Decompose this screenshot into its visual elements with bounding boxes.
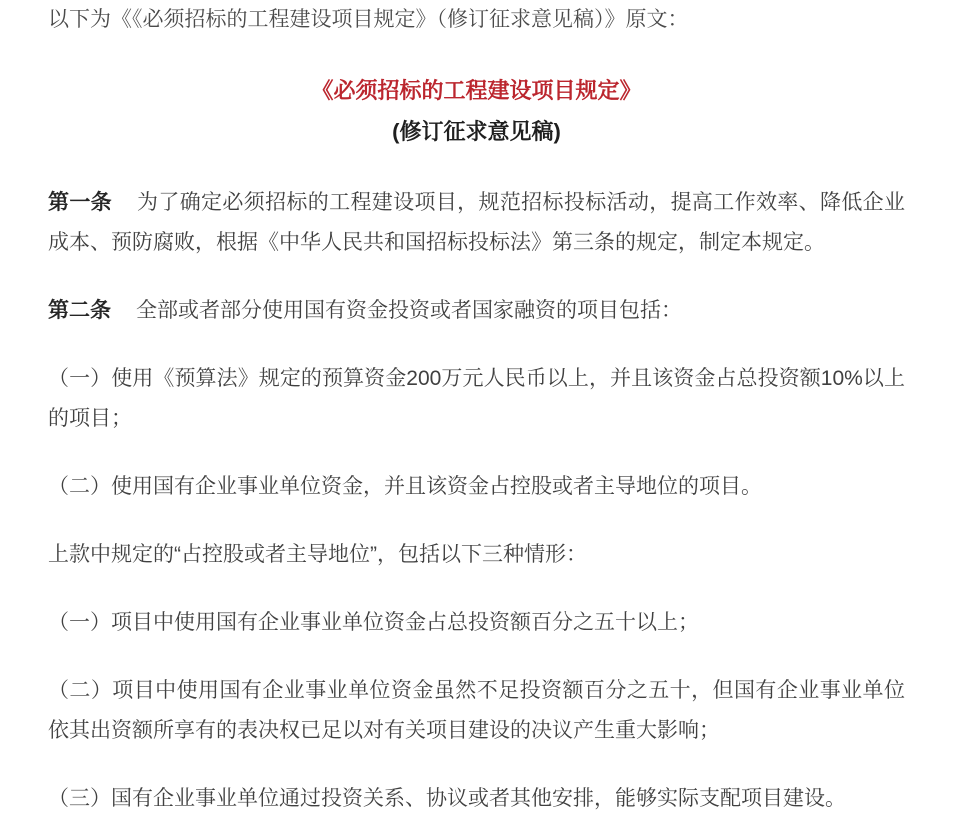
paragraph-text: （一）使用《预算法》规定的预算资金200万元人民币以上，并且该资金占总投资额10%以上的项目； <box>48 367 905 430</box>
paragraph-text: （二）项目中使用国有企业事业单位资金虽然不足投资额百分之五十，但国有企业事业单位依其出资额所享有的表决权已足以对有关项目建设的决议产生重大影响； <box>48 679 905 742</box>
paragraph-case-3 <box>48 779 905 819</box>
paragraph-text: 上款中规定的“占控股或者主导地位”，包括以下三种情形： <box>48 543 587 566</box>
paragraph-case-1 <box>48 603 905 643</box>
paragraph-text: （一）项目中使用国有企业事业单位资金占总投资额百分之五十以上； <box>48 611 699 634</box>
article-number: 第二条 <box>48 299 111 322</box>
intro-line: 以下为《《必须招标的工程建设项目规定》（修订征求意见稿）》原文： <box>48 8 689 31</box>
article-number: 第一条 <box>48 191 113 214</box>
paragraph-text: （三）国有企业事业单位通过投资关系、协议或者其他安排，能够实际支配项目建设。 <box>48 787 846 810</box>
paragraph-case-2 <box>48 671 905 751</box>
paragraph-text: 为了确定必须招标的工程建设项目，规范招标投标活动，提高工作效率、降低企业成本、预防腐败，根据《中华人民共和国招标投标法》第三条的规定，制定本规定。 <box>48 191 906 254</box>
paragraph-article-2 <box>48 291 905 331</box>
paragraph-text: （二）使用国有企业事业单位资金，并且该资金占控股或者主导地位的项目。 <box>48 475 762 498</box>
paragraph-text: 全部或者部分使用国有资金投资或者国家融资的项目包括： <box>136 299 682 322</box>
document-title: 《必须招标的工程建设项目规定》 <box>311 78 642 103</box>
paragraph-article-1 <box>48 183 905 263</box>
document-subtitle: (修订征求意见稿) <box>392 119 561 144</box>
paragraph-item-1 <box>48 359 905 439</box>
paragraph-item-2 <box>48 467 905 507</box>
paragraph-clause-intro <box>48 535 905 575</box>
